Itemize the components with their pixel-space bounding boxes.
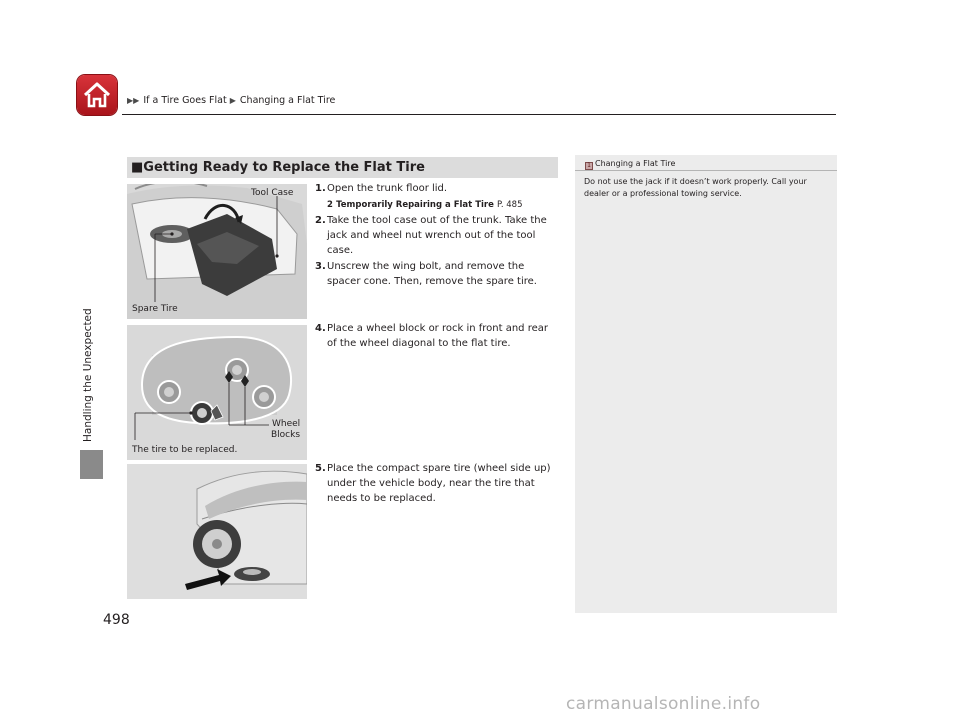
header-divider xyxy=(122,114,836,115)
trunk-illustration xyxy=(127,184,307,319)
step-text: Take the tool case out of the trunk. Take the jack and wheel nut wrench out of the tool case. xyxy=(327,215,547,256)
step-text: Place the compact spare tire (wheel side up) under the vehicle body, near the tire that needs to be replaced. xyxy=(327,463,551,504)
step-number: 3. xyxy=(315,261,326,272)
note-body: Do not use the jack if it doesn’t work properly. Call your dealer or a professional towing service. xyxy=(584,177,807,198)
step-text: Unscrew the wing bolt, and remove the spacer cone. Then, remove the spare tire. xyxy=(327,261,537,287)
breadcrumb-arrow-icon: ▶▶ xyxy=(127,96,140,105)
note-title-text: Changing a Flat Tire xyxy=(595,159,676,168)
figure-wheel-blocks xyxy=(127,325,307,460)
watermark: carmanualsonline.info xyxy=(566,694,761,714)
xref-page[interactable]: P. 485 xyxy=(497,200,523,210)
breadcrumb-item-changing[interactable]: Changing a Flat Tire xyxy=(239,95,336,106)
label-wheel-blocks-line2: Blocks xyxy=(271,430,301,440)
breadcrumb xyxy=(127,95,335,106)
home-button[interactable] xyxy=(77,75,117,115)
step-2 xyxy=(315,213,560,258)
label-tool-case: Tool Case xyxy=(251,188,294,198)
xref-arrow-icon: 2 xyxy=(327,200,333,210)
step-text: Place a wheel block or rock in front and rear of the wheel diagonal to the flat tire. xyxy=(327,323,548,349)
chapter-side-title[interactable]: Handling the Unexpected xyxy=(82,308,94,442)
section-marker: ■ xyxy=(131,160,144,175)
step-1-cross-reference[interactable] xyxy=(315,197,560,213)
page-number: 498 xyxy=(103,612,130,628)
label-spare-tire: Spare Tire xyxy=(132,304,178,314)
step-text: Open the trunk floor lid. xyxy=(327,183,448,194)
note-reference-icon: 1 xyxy=(585,162,593,170)
figure-trunk-spare-tire xyxy=(127,184,307,319)
step-number: 1. xyxy=(315,183,326,194)
step-number: 4. xyxy=(315,323,326,334)
step-number: 2. xyxy=(315,215,326,226)
note-divider xyxy=(575,170,837,171)
breadcrumb-separator-icon: ▶ xyxy=(229,96,236,105)
section-title: Getting Ready to Replace the Flat Tire xyxy=(143,160,425,175)
label-tire-to-replace: The tire to be replaced. xyxy=(132,445,238,455)
step-5 xyxy=(315,461,560,506)
chapter-tab[interactable] xyxy=(80,450,103,479)
step-number: 5. xyxy=(315,463,326,474)
note-panel xyxy=(575,155,837,613)
step-4 xyxy=(315,321,560,351)
note-title xyxy=(585,159,675,170)
breadcrumb-item-flat-tire[interactable]: If a Tire Goes Flat xyxy=(143,95,227,106)
home-icon xyxy=(81,79,113,111)
step-3 xyxy=(315,259,560,289)
vehicle-illustration xyxy=(127,464,307,599)
step-1 xyxy=(315,181,560,213)
figure-spare-under-vehicle xyxy=(127,464,307,599)
label-wheel-blocks-line1: Wheel xyxy=(272,419,301,429)
section-heading xyxy=(127,157,558,178)
xref-title[interactable]: Temporarily Repairing a Flat Tire xyxy=(336,200,494,210)
